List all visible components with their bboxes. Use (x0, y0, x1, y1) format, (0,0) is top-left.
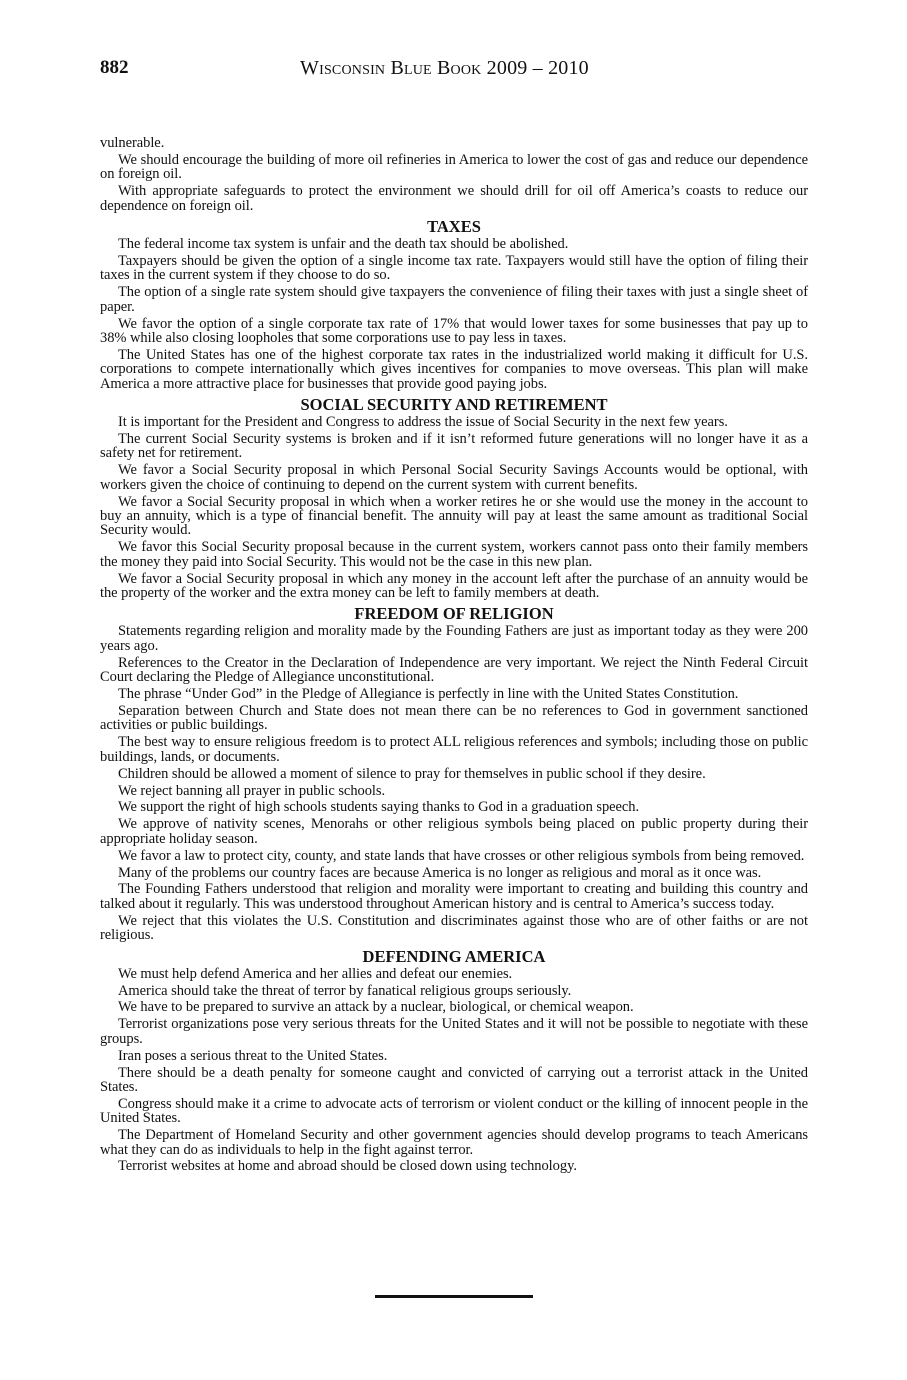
paragraph: Taxpayers should be given the option of a single income tax rate. Taxpayers would still have the option of filing their taxes in the current system if they choose to do so. (100, 252, 808, 284)
paragraph: We favor a Social Security proposal in which any money in the account left after the purchase of an annuity would be the property of the worker and the extra money can be left to family members at death. (100, 570, 808, 602)
paragraph: It is important for the President and Congress to address the issue of Social Security in the next few years. (118, 414, 728, 431)
paragraph: We favor a Social Security proposal in which Personal Social Security Savings Accounts would be optional, with workers given the choice of continuing to depend on the current system with current benefits. (100, 462, 808, 493)
paragraph: References to the Creator in the Declaration of Independence are very important. We reject the Ninth Federal Circuit Court declaring the Pledge of Allegiance unconstitutional. (100, 654, 808, 686)
paragraph: Terrorist websites at home and abroad should be closed down using technology. (118, 1158, 577, 1175)
paragraph: The United States has one of the highest corporate tax rates in the industrialized world making it difficult for U.S. corporations to compete internationally which gives incentives for companies to move overseas. This plan will make America a more attractive place for businesses that provide good paying jobs. (100, 346, 808, 392)
paragraph: There should be a death penalty for someone caught and convicted of carrying out a terrorist attack in the United States. (100, 1064, 808, 1095)
paragraph: We reject that this violates the U.S. Constitution and discriminates against those who are of other faiths or are not religious. (100, 912, 808, 944)
document-body (100, 136, 808, 1176)
paragraph: We approve of nativity scenes, Menorahs or other religious symbols being placed on public property during their appropriate holiday season. (100, 816, 808, 847)
paragraph: Iran poses a serious threat to the United States. (118, 1047, 388, 1064)
paragraph: The Founding Fathers understood that religion and morality were important to creating and building this country and talked about it regularly. This was understood throughout American history and is central to America’s success today. (100, 881, 808, 912)
paragraph: We should encourage the building of more oil refineries in America to lower the cost of gas and reduce our dependence on foreign oil. (100, 151, 808, 183)
paragraph: We favor the option of a single corporate tax rate of 17% that would lower taxes for some businesses that pay up to 38% while also closing loopholes that some corporations use to pay less in taxes. (100, 315, 808, 346)
page-header (100, 56, 808, 82)
paragraph: Many of the problems our country faces are because America is no longer as religious and moral as it once was. (118, 864, 762, 881)
section-heading: FREEDOM OF RELIGION (354, 604, 554, 624)
paragraph: The phrase “Under God” in the Pledge of Allegiance is perfectly in line with the United States Constitution. (118, 686, 739, 703)
paragraph: We have to be prepared to survive an attack by a nuclear, biological, or chemical weapon. (118, 999, 634, 1016)
section-heading: DEFENDING AMERICA (362, 946, 546, 966)
paragraph: We support the right of high schools students saying thanks to God in a graduation speech. (118, 799, 640, 816)
paragraph: We favor a law to protect city, county, and state lands that have crosses or other religious symbols from being removed. (118, 847, 805, 864)
paragraph: The current Social Security systems is broken and if it isn’t reformed future generations will no longer have it as a safety net for retirement. (100, 431, 808, 462)
paragraph: The option of a single rate system should give taxpayers the convenience of filing their taxes with just a single sheet of paper. (100, 284, 808, 315)
paragraph: Separation between Church and State does not mean there can be no references to God in government sanctioned activities or public buildings. (100, 703, 808, 734)
running-head: Wisconsin Blue Book 2009 – 2010 (300, 57, 589, 79)
section-heading: SOCIAL SECURITY AND RETIREMENT (300, 395, 608, 415)
section-heading: TAXES (427, 217, 481, 237)
paragraph: We reject banning all prayer in public schools. (118, 782, 386, 799)
paragraph: Statements regarding religion and morality made by the Founding Fathers are just as important today as they were 200 years ago. (100, 623, 808, 654)
paragraph: We must help defend America and her allies and defeat our enemies. (118, 965, 513, 982)
paragraph: America should take the threat of terror by fanatical religious groups seriously. (118, 982, 572, 999)
paragraph: vulnerable. (100, 135, 165, 151)
page-number: 882 (100, 57, 129, 78)
paragraph: Children should be allowed a moment of silence to pray for themselves in public school if they desire. (118, 765, 706, 782)
paragraph: The Department of Homeland Security and other government agencies should develop programs to teach Americans what they can do as individuals to help in the fight against terror. (100, 1127, 808, 1158)
section-end-rule (375, 1295, 533, 1298)
paragraph: The federal income tax system is unfair and the death tax should be abolished. (118, 236, 569, 253)
paragraph: Terrorist organizations pose very serious threats for the United States and it will not be possible to negotiate with these groups. (100, 1016, 808, 1047)
paragraph: Congress should make it a crime to advocate acts of terrorism or violent conduct or the killing of innocent people in the United States. (100, 1095, 808, 1127)
paragraph: We favor a Social Security proposal in which when a worker retires he or she would use the money in the account to buy an annuity, which is a type of financial benefit. The annuity will pay at least the same amount as traditional Social Security would. (100, 493, 808, 539)
paragraph: We favor this Social Security proposal because in the current system, workers cannot pass onto their family members the money they paid into Social Security. This would not be the case in this new plan. (100, 539, 808, 570)
paragraph: With appropriate safeguards to protect the environment we should drill for oil off America’s coasts to reduce our dependence on foreign oil. (100, 183, 808, 214)
paragraph: The best way to ensure religious freedom is to protect ALL religious references and symbols; including those on public buildings, lands, or documents. (100, 734, 808, 765)
